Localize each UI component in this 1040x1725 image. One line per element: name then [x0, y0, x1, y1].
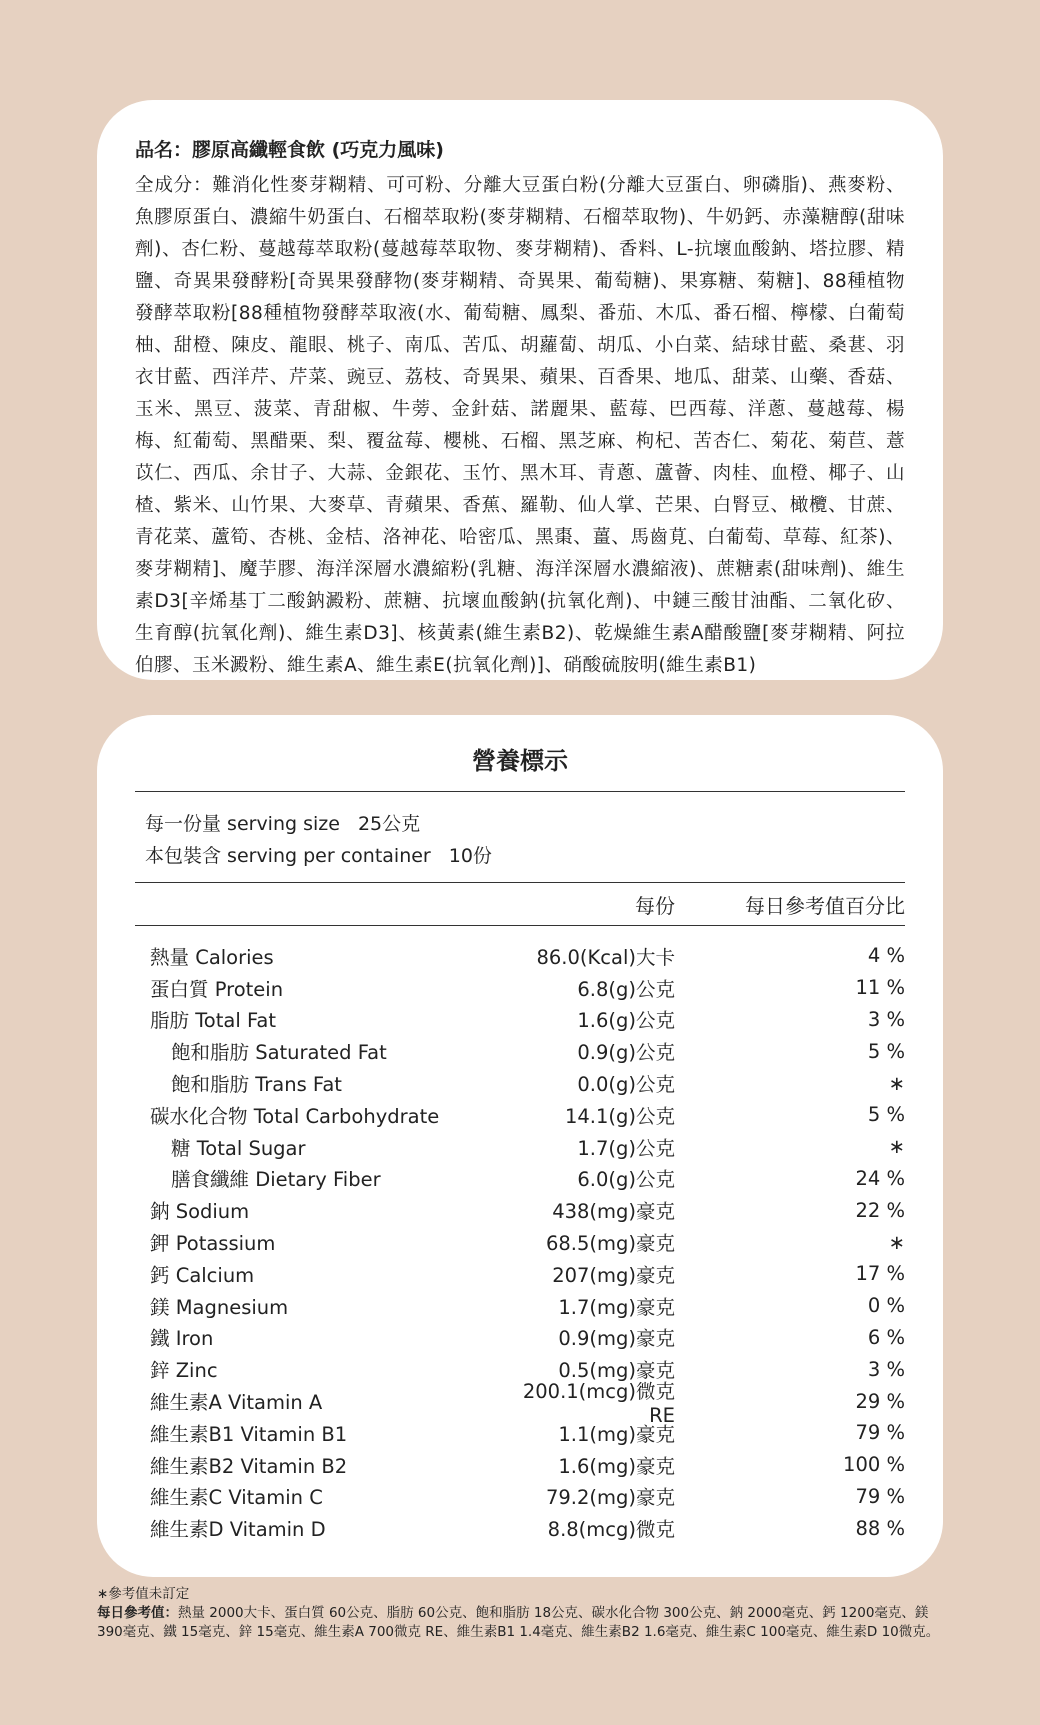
nutrient-amount: 0.9(g)公克: [577, 1041, 675, 1065]
nutrient-name: 糖 Total Sugar: [171, 1136, 306, 1160]
nutrient-name: 脂肪 Total Fat: [150, 1009, 276, 1033]
nutrient-daily-value: ∗: [888, 1230, 905, 1254]
daily-reference-values: 熱量 2000大卡、蛋白質 60公克、脂肪 60公克、飽和脂肪 18公克、碳水化合物 300公克、鈉 2000毫克、鈣 1200毫克、鎂 390毫克、鐵 15毫克、鋅 15毫克、維生素A 700微克 RE、維生素B1 1.4毫克、維生素B2 1.6毫克、維生素C 100毫克、維生素D 10微克。: [97, 1605, 940, 1640]
servings-value: 10份: [448, 845, 492, 867]
table-row: [135, 1131, 905, 1163]
nutrient-name: 熱量 Calories: [150, 945, 274, 969]
nutrition-rows: [135, 926, 905, 1544]
nutrient-name: 鋅 Zinc: [150, 1359, 218, 1383]
table-row: [135, 1512, 905, 1544]
nutrient-amount: 1.6(mg)豪克: [558, 1454, 675, 1478]
product-name: 品名：膠原高纖輕食飲 (巧克力風味): [135, 139, 444, 161]
nutrient-name: 碳水化合物 Total Carbohydrate: [150, 1104, 440, 1128]
nutrient-name: 鉀 Potassium: [150, 1232, 276, 1256]
nutrient-daily-value: 100 %: [843, 1453, 905, 1477]
table-row: [135, 1258, 905, 1290]
nutrient-name: 膳食纖維 Dietary Fiber: [171, 1168, 381, 1192]
daily-reference-text: [97, 1604, 957, 1642]
table-row: [135, 1481, 905, 1513]
daily-reference-label: 每日參考值：: [97, 1605, 178, 1621]
table-row: [135, 1004, 905, 1036]
serving-info: [135, 792, 905, 882]
table-row: [135, 940, 905, 972]
nutrient-name: 飽和脂肪 Saturated Fat: [171, 1041, 387, 1065]
nutrient-amount: 68.5(mg)豪克: [545, 1232, 675, 1256]
nutrient-amount: 86.0(Kcal)大卡: [536, 945, 675, 969]
nutrient-daily-value: 0 %: [867, 1294, 905, 1318]
nutrient-amount: 8.8(mcg)微克: [547, 1518, 675, 1542]
nutrient-amount: 438(mg)豪克: [552, 1200, 675, 1224]
nutrient-daily-value: 79 %: [855, 1484, 905, 1508]
ingredients-text: 全成分：難消化性麥芽糊精、可可粉、分離大豆蛋白粉(分離大豆蛋白、卵磷脂)、燕麥粉、魚膠原蛋白、濃縮牛奶蛋白、石榴萃取粉(麥芽糊精、石榴萃取物)、牛奶鈣、赤藻糖醇(甜味劑)、杏仁粉、蔓越莓萃取粉(蔓越莓萃取物、麥芽糊精)、香料、L-抗壞血酸鈉、塔拉膠、精鹽、奇異果發酵粉[奇異果發酵物(麥芽糊精、奇異果、葡萄糖)、果寡糖、菊糖]、88種植物發酵萃取粉[88種植物發酵萃取液(水、葡萄糖、鳳梨、番茄、木瓜、番石榴、檸檬、白葡萄柚、甜橙、陳皮、龍眼、桃子、南瓜、苦瓜、胡蘿蔔、胡瓜、小白菜、結球甘藍、桑葚、羽衣甘藍、西洋芹、芹菜、豌豆、荔枝、奇異果、蘋果、百香果、地瓜、甜菜、山藥、香菇、玉米、黑豆、菠菜、青甜椒、牛蒡、金針菇、諾麗果、藍莓、巴西莓、洋蔥、蔓越莓、楊梅、紅葡萄、黑醋栗、梨、覆盆莓、櫻桃、石榴、黑芝麻、枸杞、苦杏仁、菊花、菊苣、薏苡仁、西瓜、余甘子、大蒜、金銀花、玉竹、黑木耳、青蔥、蘆薈、肉桂、血橙、椰子、山楂、紫米、山竹果、大麥草、青蘋果、香蕉、羅勒、仙人掌、芒果、白腎豆、橄欖、甘蔗、青花菜、蘆筍、杏桃、金桔、洛神花、哈密瓜、黑棗、薑、馬齒莧、白葡萄、草莓、紅茶)、麥芽糊精]、魔芋膠、海洋深層水濃縮粉(乳糖、海洋深層水濃縮液)、蔗糖素(甜味劑)、維生素D3[辛烯基丁二酸鈉澱粉、蔗糖、抗壞血酸鈉(抗氧化劑)、中鏈三酸甘油酯、二氧化矽、生育醇(抗氧化劑)、維生素D3]、核黃素(維生素B2)、乾燥維生素A醋酸鹽[麥芽糊精、阿拉伯膠、玉米澱粉、維生素A、維生素E(抗氧化劑)]、硝酸硫胺明(維生素B1): [135, 175, 905, 676]
col-per-serving: 每份: [635, 893, 675, 918]
table-header: [135, 883, 905, 925]
nutrient-daily-value: 5 %: [867, 1103, 905, 1127]
table-row: [135, 1099, 905, 1131]
nutrient-amount: 79.2(mg)豪克: [545, 1486, 675, 1510]
nutrient-name: 鐵 Iron: [150, 1327, 214, 1351]
ingredients-card: [97, 100, 943, 680]
nutrition-title: 營養標示: [472, 747, 568, 775]
nutrient-amount: 1.6(g)公克: [577, 1009, 675, 1033]
nutrient-daily-value: 5 %: [867, 1039, 905, 1063]
nutrient-amount: 14.1(g)公克: [564, 1104, 675, 1128]
nutrient-amount: 1.7(mg)豪克: [558, 1295, 675, 1319]
nutrition-facts-card: [97, 715, 943, 1577]
nutrient-amount: 6.0(g)公克: [577, 1168, 675, 1192]
table-row: [135, 1449, 905, 1481]
servings-per-container-line: [145, 840, 895, 872]
serving-size-line: [145, 808, 895, 840]
nutrient-daily-value: 11 %: [855, 976, 905, 1000]
nutrient-name: 鎂 Magnesium: [150, 1295, 289, 1319]
nutrient-amount: 0.9(mg)豪克: [558, 1327, 675, 1351]
nutrient-daily-value: 88 %: [855, 1516, 905, 1540]
nutrient-daily-value: 4 %: [867, 944, 905, 968]
table-row: [135, 1322, 905, 1354]
col-daily-value: 每日參考值百分比: [745, 893, 905, 918]
nutrient-amount: 0.0(g)公克: [577, 1073, 675, 1097]
nutrient-name: 維生素C Vitamin C: [150, 1486, 323, 1510]
nutrient-amount: 200.1(mcg)微克RE: [522, 1379, 675, 1427]
nutrient-daily-value: 17 %: [855, 1262, 905, 1286]
table-row: [135, 1194, 905, 1226]
nutrient-amount: 1.7(g)公克: [577, 1136, 675, 1160]
nutrient-name: 維生素B2 Vitamin B2: [150, 1454, 348, 1478]
serving-size-value: 25公克: [357, 813, 421, 835]
table-row: [135, 1067, 905, 1099]
nutrient-daily-value: 79 %: [855, 1421, 905, 1445]
nutrient-name: 鈉 Sodium: [150, 1200, 250, 1224]
table-row: [135, 1226, 905, 1258]
table-row: [135, 972, 905, 1004]
nutrient-amount: 0.5(mg)豪克: [558, 1359, 675, 1383]
nutrient-name: 維生素B1 Vitamin B1: [150, 1422, 348, 1446]
nutrient-daily-value: ∗: [888, 1135, 905, 1159]
nutrient-daily-value: 22 %: [855, 1198, 905, 1222]
nutrient-name: 飽和脂肪 Trans Fat: [171, 1073, 342, 1097]
table-row: [135, 1035, 905, 1067]
nutrient-daily-value: 24 %: [855, 1166, 905, 1190]
nutrient-amount: 207(mg)豪克: [552, 1263, 675, 1287]
nutrient-amount: 6.8(g)公克: [577, 977, 675, 1001]
table-row: [135, 1417, 905, 1449]
nutrient-daily-value: 29 %: [855, 1389, 905, 1413]
nutrient-name: 維生素A Vitamin A: [150, 1391, 323, 1415]
table-row: [135, 1379, 905, 1427]
table-row: [135, 1290, 905, 1322]
nutrient-name: 蛋白質 Protein: [150, 977, 284, 1001]
serving-size-label: 每一份量 serving size: [145, 813, 340, 835]
nutrient-daily-value: ∗: [888, 1071, 905, 1095]
servings-label: 本包裝含 serving per container: [145, 845, 431, 867]
nutrient-daily-value: 3 %: [867, 1007, 905, 1031]
nutrient-name: 鈣 Calcium: [150, 1263, 255, 1287]
nutrient-daily-value: 6 %: [867, 1325, 905, 1349]
footnote-asterisk: ∗參考值未訂定: [97, 1586, 190, 1602]
footnote: [97, 1585, 957, 1642]
table-row: [135, 1163, 905, 1195]
nutrient-amount: 1.1(mg)豪克: [558, 1422, 675, 1446]
nutrient-name: 維生素D Vitamin D: [150, 1518, 326, 1542]
nutrient-daily-value: 3 %: [867, 1357, 905, 1381]
